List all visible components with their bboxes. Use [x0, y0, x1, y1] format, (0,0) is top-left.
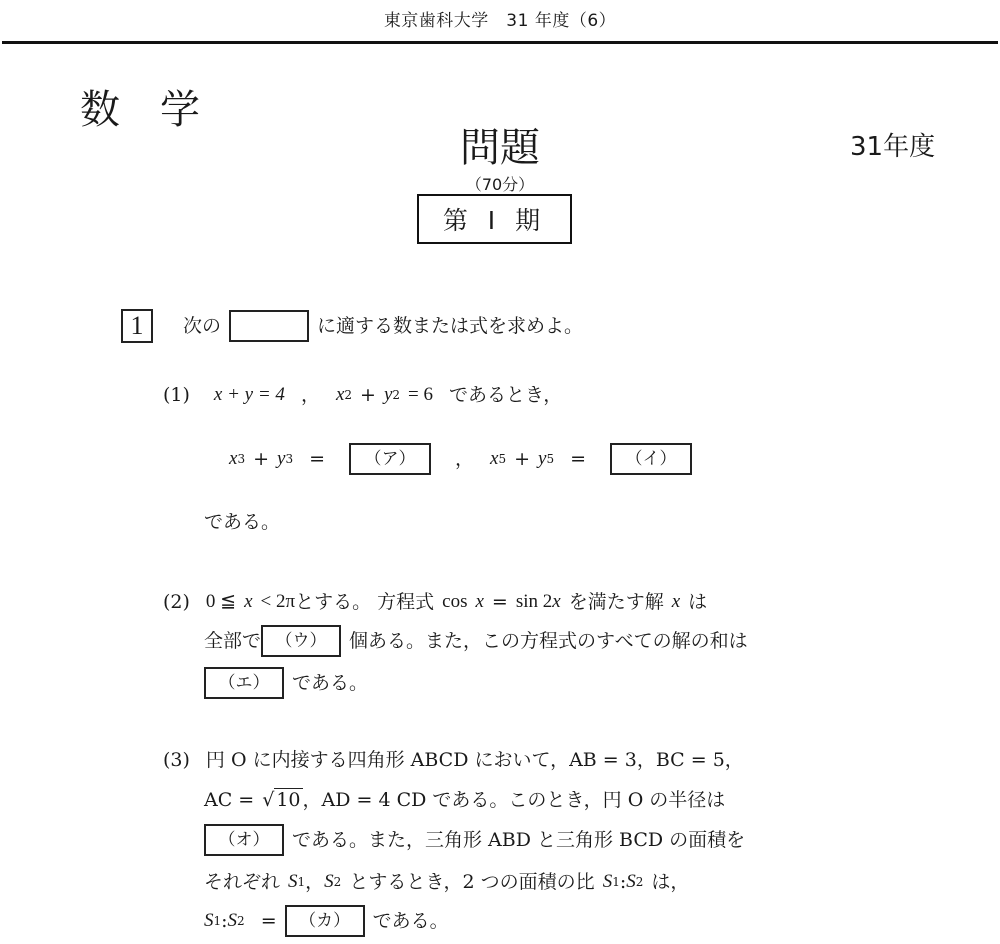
question-number-box: [121, 309, 153, 343]
ratio-s2-subscript: 2: [635, 875, 644, 889]
exam-period-label: 第 I 期: [442, 206, 547, 235]
part2-text-ha: は: [688, 591, 708, 613]
running-header: 東京歯科大学 31 年度（6）: [383, 11, 617, 31]
part3-line5-suffix: である。: [372, 910, 449, 932]
ratio-s1-subscript: 1: [612, 875, 620, 889]
part2-label: (2): [163, 591, 190, 613]
part1-eq2-x: x: [335, 384, 345, 405]
part3-line4-d: は，: [651, 871, 690, 893]
expr1-y: y: [277, 448, 286, 469]
part3-line4-c: とするとき，2 つの面積の比: [349, 871, 595, 893]
part3-line4: [204, 866, 689, 898]
part3-line3: [204, 824, 745, 856]
eq-s1-subscript: 1: [213, 914, 222, 928]
part2-line1: [163, 586, 707, 618]
part2-line2-suffix: 個ある。また，この方程式のすべての解の和は: [349, 630, 748, 652]
expr2-plus: +: [514, 448, 531, 470]
part1-condition: [163, 379, 562, 411]
part2-line2-prefix: 全部で: [204, 630, 262, 652]
exam-year: 31年度: [850, 132, 936, 162]
answer-blank-o[interactable]: （オ）: [204, 824, 284, 856]
sqrt-expression: [262, 784, 302, 816]
expr2-exp-y: 5: [546, 452, 555, 466]
part1-eq2-y: y: [383, 384, 393, 405]
part2-sin-arg: x: [552, 591, 561, 612]
instruction-prefix: 次の: [183, 315, 222, 337]
part2-cos: cos: [442, 591, 468, 612]
part2-var-x: x: [244, 591, 253, 612]
sample-blank-box: [229, 310, 309, 342]
question-instruction: [183, 310, 583, 342]
part1-expressions: [229, 443, 692, 475]
answer-blank-b[interactable]: （イ）: [610, 443, 692, 475]
ratio-colon: :: [619, 871, 627, 893]
part3-line2: [204, 784, 725, 816]
part2-line3: [204, 667, 368, 699]
part3-line2-rest: ，AD = 4 CD である。このとき，円 O の半径は: [302, 789, 726, 811]
instruction-suffix: に適する数または式を求めよ。: [317, 315, 584, 337]
part1-closing: である。: [204, 511, 281, 533]
s1-symbol: S: [288, 871, 298, 892]
expr1-eq: =: [309, 448, 325, 470]
s2-subscript: 2: [333, 875, 342, 889]
part2-line3-suffix: である。: [292, 672, 369, 694]
expr1-plus: +: [253, 448, 269, 470]
part2-text-solution: を満たす解: [568, 591, 664, 613]
part1-tail: であるとき，: [449, 384, 563, 406]
part3-label: (3): [163, 749, 190, 771]
expr1-x: x: [229, 448, 238, 469]
eq-sign: =: [260, 910, 277, 932]
s2-symbol: S: [324, 871, 334, 892]
expr2-x: x: [490, 448, 499, 469]
sqrt-icon: √: [262, 789, 275, 811]
radicand: 10: [276, 789, 301, 811]
part2-ineq-left: 0 ≦: [205, 591, 237, 612]
s1-subscript: 1: [297, 875, 306, 889]
part1-eq2-exp-x: 2: [344, 388, 353, 402]
part1-eq2-rhs: = 6: [408, 384, 433, 405]
answer-blank-e[interactable]: （エ）: [204, 667, 284, 699]
expr2-exp-x: 5: [498, 452, 507, 466]
part1-label: (1): [163, 384, 190, 406]
expr1-exp-y: 3: [285, 452, 294, 466]
part2-solution-var: x: [671, 591, 681, 612]
eq-s2-symbol: S: [227, 910, 238, 931]
answer-blank-ka[interactable]: （カ）: [285, 905, 365, 937]
header-rule: [2, 41, 998, 44]
part1-sep: ，: [300, 384, 320, 406]
answer-blank-a[interactable]: （ア）: [349, 443, 431, 475]
question-number: 1: [130, 311, 144, 340]
exam-period-box: [417, 194, 572, 244]
part2-text-equation: とする。 方程式: [295, 591, 435, 613]
part2-ineq-right: < 2π: [260, 591, 296, 612]
part3-line4-comma: ，: [305, 871, 325, 893]
ratio-s2-symbol: S: [626, 871, 636, 892]
part1-eq1: x + y = 4: [213, 384, 285, 405]
ratio-s1-symbol: S: [602, 871, 613, 892]
part3-line3-suffix: である。また，三角形 ABD と三角形 BCD の面積を: [292, 829, 746, 851]
eq-s2-subscript: 2: [237, 914, 245, 928]
part1-eq2-exp-y: 2: [392, 388, 401, 402]
part3-line5: [204, 905, 449, 937]
eq-s1-symbol: S: [204, 910, 214, 931]
part2-eq: =: [491, 591, 508, 613]
expr-separator: ，: [455, 448, 475, 470]
part3-ac: AC =: [204, 789, 255, 811]
eq-colon: :: [221, 910, 228, 932]
part1-eq2-plus: +: [360, 384, 376, 406]
subject-heading: 数学: [80, 87, 240, 133]
exam-duration: （70分）: [465, 175, 535, 194]
page-title: 問題: [460, 125, 540, 171]
expr2-eq: =: [570, 448, 587, 470]
part2-sin: sin 2: [515, 591, 553, 612]
expr1-exp-x: 3: [237, 452, 246, 466]
answer-blank-u[interactable]: （ウ）: [261, 625, 341, 657]
part2-cos-arg: x: [475, 591, 484, 612]
part3-line1: [163, 744, 744, 776]
part3-line1-text: 円 O に内接する四角形 ABCD において，AB = 3，BC = 5，: [205, 749, 744, 771]
part3-line4-a: それぞれ: [204, 871, 281, 893]
part2-line2: [204, 625, 748, 657]
expr2-y: y: [538, 448, 547, 469]
